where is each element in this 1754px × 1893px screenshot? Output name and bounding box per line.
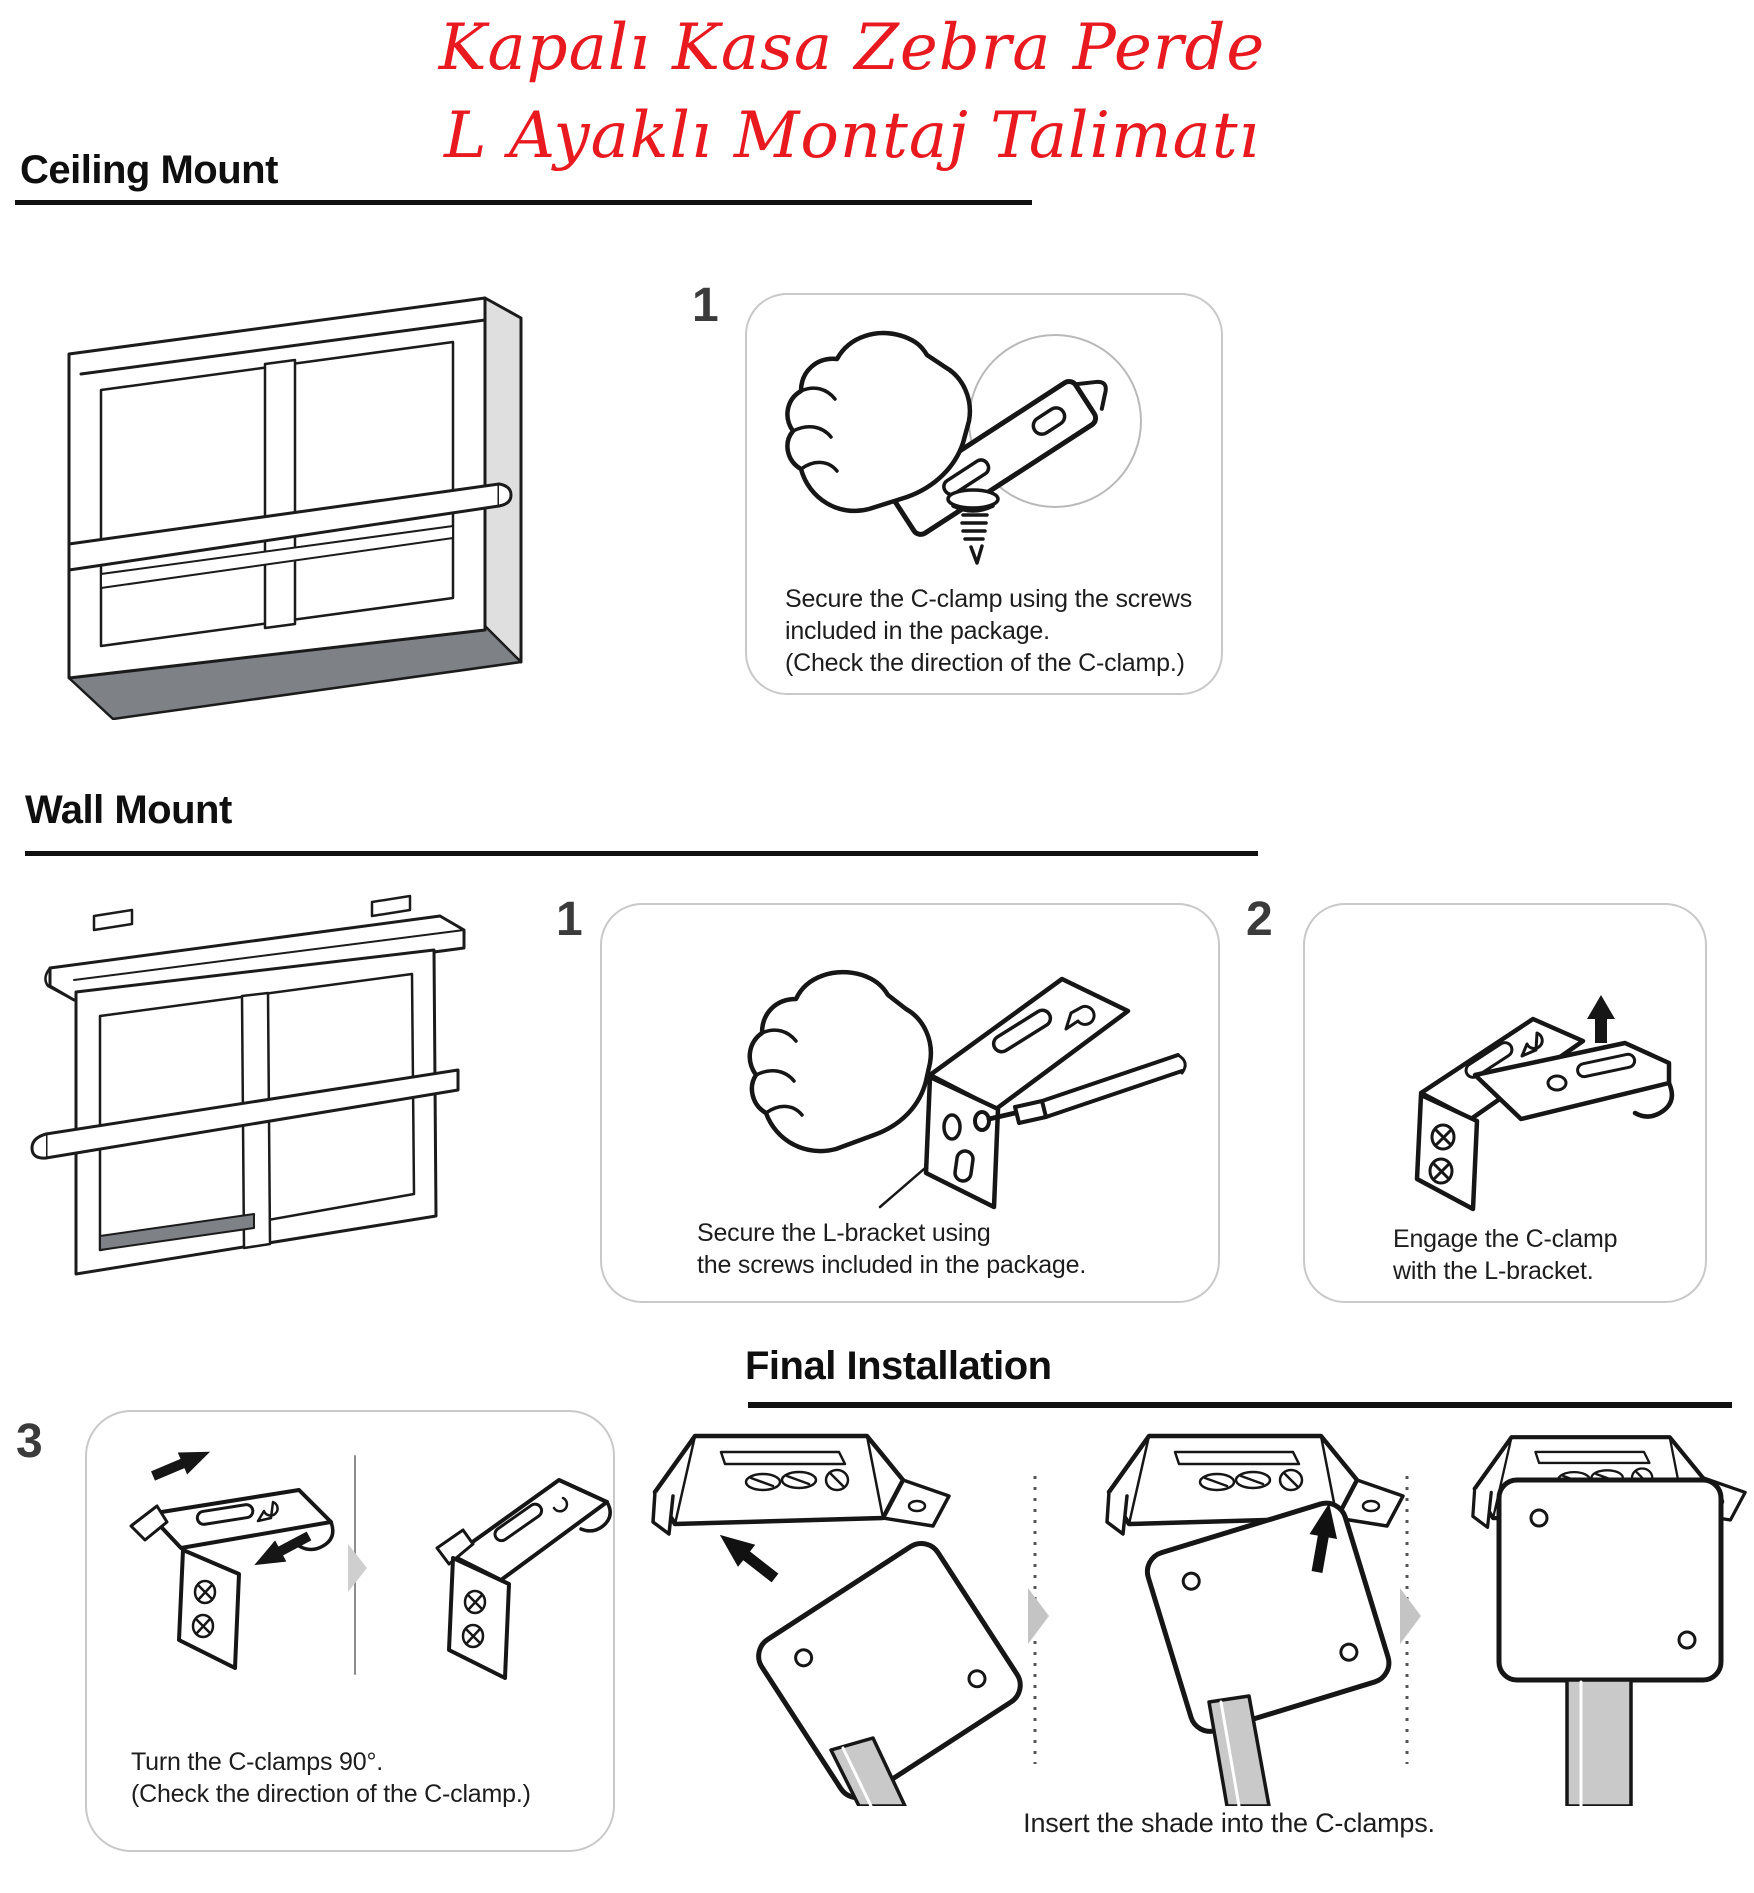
final-section-rule: [748, 1402, 1732, 1408]
section-heading-wall-mount: Wall Mount: [25, 788, 232, 832]
wall-window-illustration: [20, 888, 510, 1313]
wall-step-2-caption: [1393, 1223, 1617, 1287]
hand-cclamp-screw-illustration: [757, 303, 1215, 583]
caption-line: (Check the direction of the C-clamp.): [131, 1780, 531, 1808]
final-step-3-number: 3: [16, 1415, 43, 1468]
wall-step-1-number: 1: [556, 893, 583, 946]
caption-line: included in the package.: [785, 617, 1050, 645]
wall-section-rule: [25, 851, 1258, 856]
stage-2: [1107, 1436, 1403, 1806]
page-title: [252, 4, 1452, 180]
stage-3: [1473, 1437, 1745, 1806]
caption-line: the screws included in the package.: [697, 1251, 1087, 1279]
stage-1: [653, 1436, 1028, 1806]
hand-lbracket-screwdriver-illustration: [630, 915, 1190, 1215]
title-line-2: L Ayaklı Montaj Talimatı: [443, 99, 1261, 173]
caption-line: Turn the C-clamps 90°.: [131, 1748, 383, 1776]
caption-line: Secure the L-bracket using: [697, 1219, 991, 1247]
caption-line: with the L-bracket.: [1393, 1257, 1594, 1285]
cclamp-lbracket-engage-illustration: [1325, 923, 1689, 1215]
caption-line: Engage the C-clamp: [1393, 1225, 1618, 1253]
wall-step-1-caption: [697, 1217, 1086, 1281]
caption-line: Secure the C-clamp using the screws: [785, 585, 1193, 613]
shade-insert-stages-illustration: [635, 1420, 1754, 1806]
wall-step-2-box: [1303, 903, 1707, 1303]
final-bottom-caption: Insert the shade into the C-clamps.: [1023, 1808, 1435, 1838]
caption-line: (Check the direction of the C-clamp.): [785, 649, 1185, 677]
section-heading-ceiling-mount: Ceiling Mount: [20, 148, 278, 192]
final-step-3-caption: [131, 1746, 531, 1810]
ceiling-step-1-number: 1: [692, 279, 719, 332]
ceiling-step-1-box: [745, 293, 1223, 695]
wall-step-2-number: 2: [1246, 893, 1273, 946]
final-step-3-box: [85, 1410, 615, 1852]
title-line-1: Kapalı Kasa Zebra Perde: [438, 11, 1266, 85]
ceiling-window-illustration: [55, 238, 545, 720]
wall-step-1-box: [600, 903, 1220, 1303]
section-heading-final-installation: Final Installation: [745, 1344, 1052, 1388]
ceiling-section-rule: [15, 200, 1032, 205]
ceiling-step-1-caption: [785, 583, 1192, 679]
cclamp-rotate-illustration: [87, 1428, 613, 1728]
